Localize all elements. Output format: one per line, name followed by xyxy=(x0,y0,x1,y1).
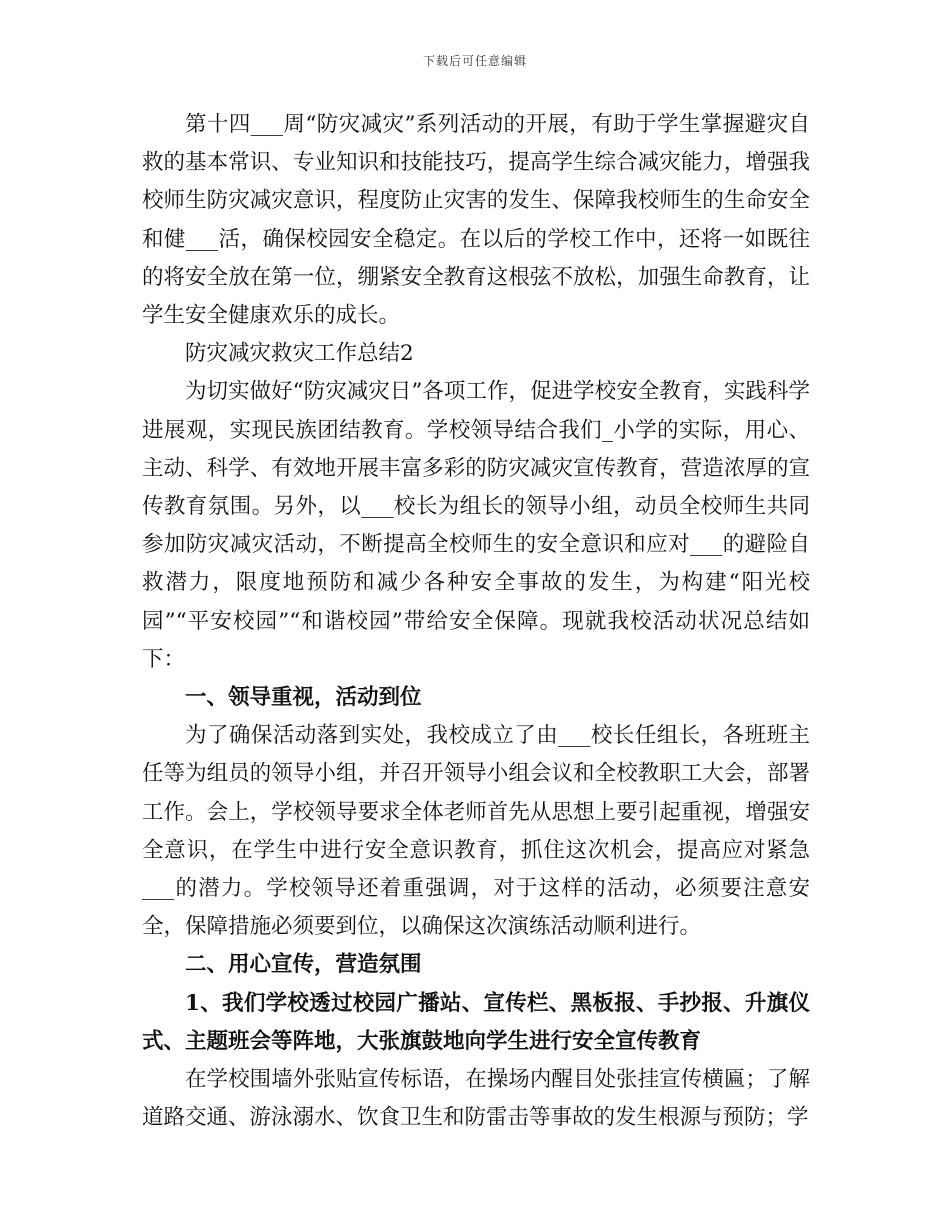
document-body xyxy=(142,106,810,1137)
header-note: 下载后可任意编辑 xyxy=(422,54,527,68)
heading-1: 一、领导重视，活动到位 xyxy=(185,685,422,711)
paragraph-1: 第十四___周“防灾减灾”系列活动的开展，有助于学生掌握避灾自救的基本常识、专业知识和技能技巧，提高学生综合减灾能力，增强我校师生防灾减灾意识，程度防止灾害的发生、保障我校师生的生命安全和健___活，确保校园安全稳定。在以后的学校工作中，还将一如既往的将安全放在第一位，绷紧安全教育这根弦不放松，加强生命教育，让学生安全健康欢乐的成长。 xyxy=(142,112,810,329)
heading-2: 二、用心宣传，营造氛围 xyxy=(185,952,422,978)
subheading-1: 1、我们学校透过校园广播站、宣传栏、黑板报、手抄报、升旗仪式、主题班会等阵地，大张旗鼓地向学生进行安全宣传教育 xyxy=(142,990,810,1054)
section-title: 防灾减灾救灾工作总结2 xyxy=(185,341,414,367)
paragraph-4: 在学校围墙外张贴宣传标语，在操场内醒目处张挂宣传横匾；了解道路交通、游泳溺水、饮食卫生和防雷击等事故的发生根源与预防；学 xyxy=(142,1067,810,1131)
paragraph-2: 为切实做好“防灾减灾日”各项工作，促进学校安全教育，实践科学进展观，实现民族团结教育。学校领导结合我们_小学的实际，用心、主动、科学、有效地开展丰富多彩的防灾减灾宣传教育，营造浓厚的宣传教育氛围。另外，以___校长为组长的领导小组，动员全校师生共同参加防灾减灾活动，不断提高全校师生的安全意识和应对___的避险自救潜力，限度地预防和减少各种安全事故的发生，为构建“阳光校园”“平安校园”“和谐校园”带给安全保障。现就我校活动状况总结如下： xyxy=(142,379,810,672)
paragraph-3: 为了确保活动落到实处，我校成立了由___校长任组长，各班班主任等为组员的领导小组，并召开领导小组会议和全校教职工大会，部署工作。会上，学校领导要求全体老师首先从思想上要引起重视，增强安全意识，在学生中进行安全意识教育，抓住这次机会，提高应对紧急___的潜力。学校领导还着重强调，对于这样的活动，必须要注意安全，保障措施必须要到位，以确保这次演练活动顺利进行。 xyxy=(142,723,810,940)
